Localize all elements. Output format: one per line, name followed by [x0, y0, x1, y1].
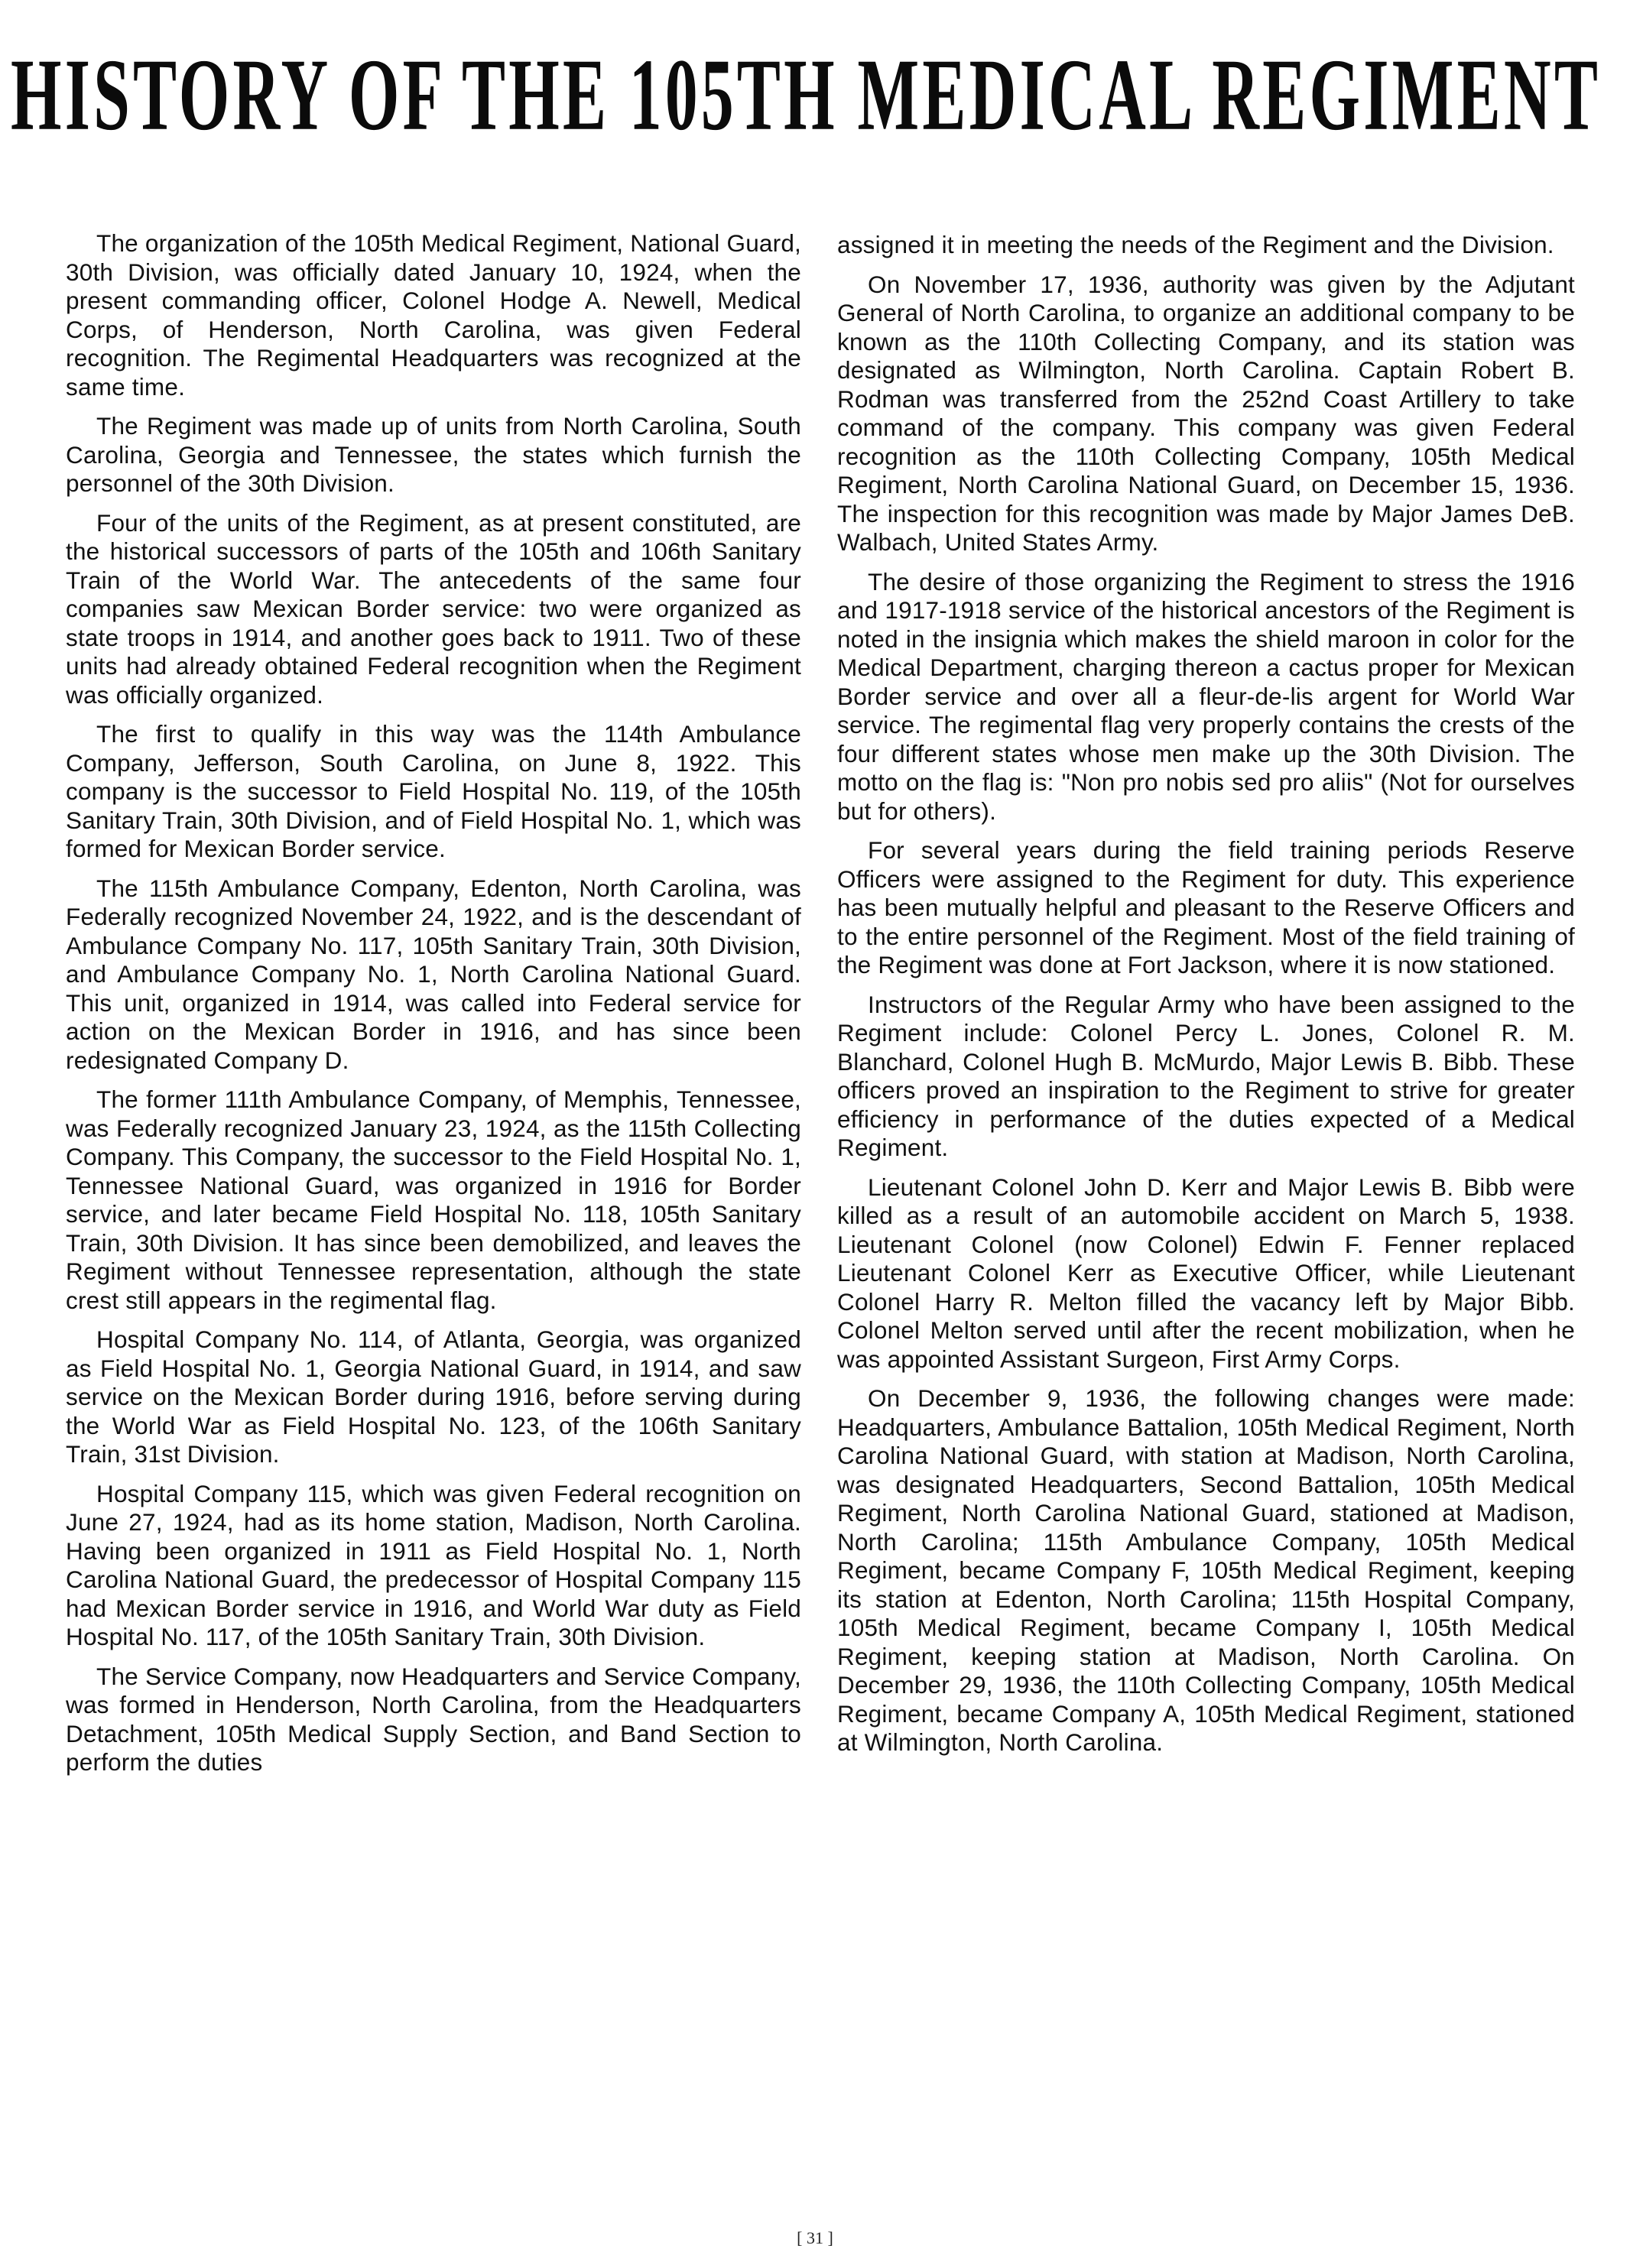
paragraph-110th-collecting: On November 17, 1936, authority was given by the Adjutant General of North Carolina, to organize an additional company to be known as the 110th Collecting Company, and its station was designated as Wilmington, North Carolina. Captain Robert B. Rodman was transferred from the 252nd Coast Artillery to take command of the company. This company was given Federal recognition as the 110th Collecting Company, 105th Medical Regiment, North Carolina National Guard, on December 15, 1936. The inspection for this recognition was made by Major James DeB. Walbach, United States Army. — [837, 270, 1575, 556]
paragraph-hospital-114: Hospital Company No. 114, of Atlanta, Georgia, was organized as Field Hospital No. 1, Georgia National Guard, in 1914, and saw service on the Mexican Border during 1916, before serving during the World War as Field Hospital No. 123, of the 106th Sanitary Train, 31st Division. — [66, 1325, 801, 1468]
paragraph-continuation: assigned it in meeting the needs of the Regiment and the Division. — [837, 231, 1554, 258]
paragraph-december-changes: On December 9, 1936, the following changes were made: Headquarters, Ambulance Battalion, 105th Medical Regiment, North Carolina National Guard, with station at Madison, North Carolina, was designated Headquarters, Second Battalion, 105th Medical Regiment, North Carolina National Guard, stationed at Madison, North Carolina; 115th Ambulance Company, 105th Medical Regiment, became Company F, 105th Medical Regiment, keeping its station at Edenton, North Carolina; 115th Hospital Company, 105th Medical Regiment, became Company I, 105th Medical Regiment, keeping station at Madison, North Carolina. On December 29, 1936, the 110th Collecting Company, 105th Medical Regiment, became Company A, 105th Medical Regiment, stationed at Wilmington, North Carolina. — [837, 1384, 1575, 1756]
page-number: [ 31 ] — [797, 2228, 833, 2247]
page-title: HISTORY OF THE 105TH MEDICAL REGIMENT — [11, 37, 1602, 151]
paragraph-units-successors: Four of the units of the Regiment, as at present constituted, are the historical successors of parts of the 105th and 106th Sanitary Train of the World War. The antecedents of the same four companies saw Mexican Border service: two were organized as state troops in 1914, and another goes back to 1911. Two of these units had already obtained Federal recognition when the Regiment was officially organized. — [66, 508, 801, 709]
paragraph-accident: Lieutenant Colonel John D. Kerr and Major Lewis B. Bibb were killed as a result of an automobile accident on March 5, 1938. Lieutenant Colonel (now Colonel) Edwin F. Fenner replaced Lieutenant Colonel Kerr as Executive Officer, while Lieutenant Colonel Harry R. Melton filled the vacancy left by Major Bibb. Colonel Melton served until after the recent mobilization, when he was appointed Assistant Surgeon, First Army Corps. — [837, 1173, 1575, 1373]
paragraph-hospital-115: Hospital Company 115, which was given Federal recognition on June 27, 1924, had as its home station, Madison, North Carolina. Having been organized in 1911 as Field Hospital No. 1, North Carolina National Guard, the predecessor of Hospital Company 115 had Mexican Border service in 1916, and World War duty as Field Hospital No. 117, of the 105th Sanitary Train, 30th Division. — [66, 1479, 801, 1650]
paragraph-115th-ambulance: The 115th Ambulance Company, Edenton, North Carolina, was Federally recognized November 24, 1922, and is the descendant of Ambulance Company No. 117, 105th Sanitary Train, 30th Division, and Ambulance Company No. 1, North Carolina National Guard. This unit, organized in 1914, was called into Federal service for action on the Mexican Border in 1916, and has since been redesignated Company D. — [66, 874, 801, 1074]
paragraph-reserve-officers: For several years during the field training periods Reserve Officers were assigned to the Regiment for duty. This experience has been mutually helpful and pleasant to the Reserve Officers and to the entire personnel of the Regiment. Most of the field training of the Regiment was done at Fort Jackson, where it is now stationed. — [837, 836, 1575, 978]
paragraph-instructors: Instructors of the Regular Army who have been assigned to the Regiment include: Colonel Percy L. Jones, Colonel R. M. Blanchard, Colonel Hugh B. McMurdo, Major Lewis B. Bibb. These officers proved an inspiration to the Regiment to strive for greater efficiency in performance of the duties expected of a Medical Regiment. — [837, 990, 1575, 1161]
paragraph-114th-ambulance: The first to qualify in this way was the 114th Ambulance Company, Jefferson, South Carolina, on June 8, 1922. This company is the successor to Field Hospital No. 119, of the 105th Sanitary Train, 30th Division, and of Field Hospital No. 1, which was formed for Mexican Border service. — [66, 720, 801, 862]
paragraph-states: The Regiment was made up of units from North Carolina, South Carolina, Georgia and Tennessee, the states which furnish the personnel of the 30th Division. — [66, 412, 801, 497]
paragraph-organization: The organization of the 105th Medical Regiment, National Guard, 30th Division, was officially dated January 10, 1924, when the present commanding officer, Colonel Hodge A. Newell, Medical Corps, of Henderson, North Carolina, was given Federal recognition. The Regimental Headquarters was recognized at the same time. — [66, 229, 801, 401]
paragraph-111th-ambulance: The former 111th Ambulance Company, of Memphis, Tennessee, was Federally recognized January 23, 1924, as the 115th Collecting Company. This Company, the successor to the Field Hospital No. 1, Tennessee National Guard, was organized in 1916 for Border service, and later became Field Hospital No. 118, 105th Sanitary Train, 30th Division. It has since been demobilized, and leaves the Regiment without Tennessee representation, although the state crest still appears in the regimental flag. — [66, 1085, 801, 1314]
right-column — [837, 231, 1575, 1768]
paragraph-insignia: The desire of those organizing the Regiment to stress the 1916 and 1917-1918 service of the historical ancestors of the Regiment is noted in the insignia which makes the shield maroon in color for the Medical Department, charging thereon a cactus proper for Mexican Border service and over all a fleur-de-lis argent for World War service. The regimental flag very properly contains the crests of the four different states whose men make up the 30th Division. The motto on the flag is: "Non pro nobis sed pro aliis" (Not for ourselves but for others). — [837, 567, 1575, 825]
title-banner — [0, 31, 1630, 161]
left-column — [66, 229, 801, 1788]
paragraph-service-company: The Service Company, now Headquarters and Service Company, was formed in Henderson, North Carolina, from the Headquarters Detachment, 105th Medical Supply Section, and Band Section to perform the duties — [66, 1662, 801, 1776]
